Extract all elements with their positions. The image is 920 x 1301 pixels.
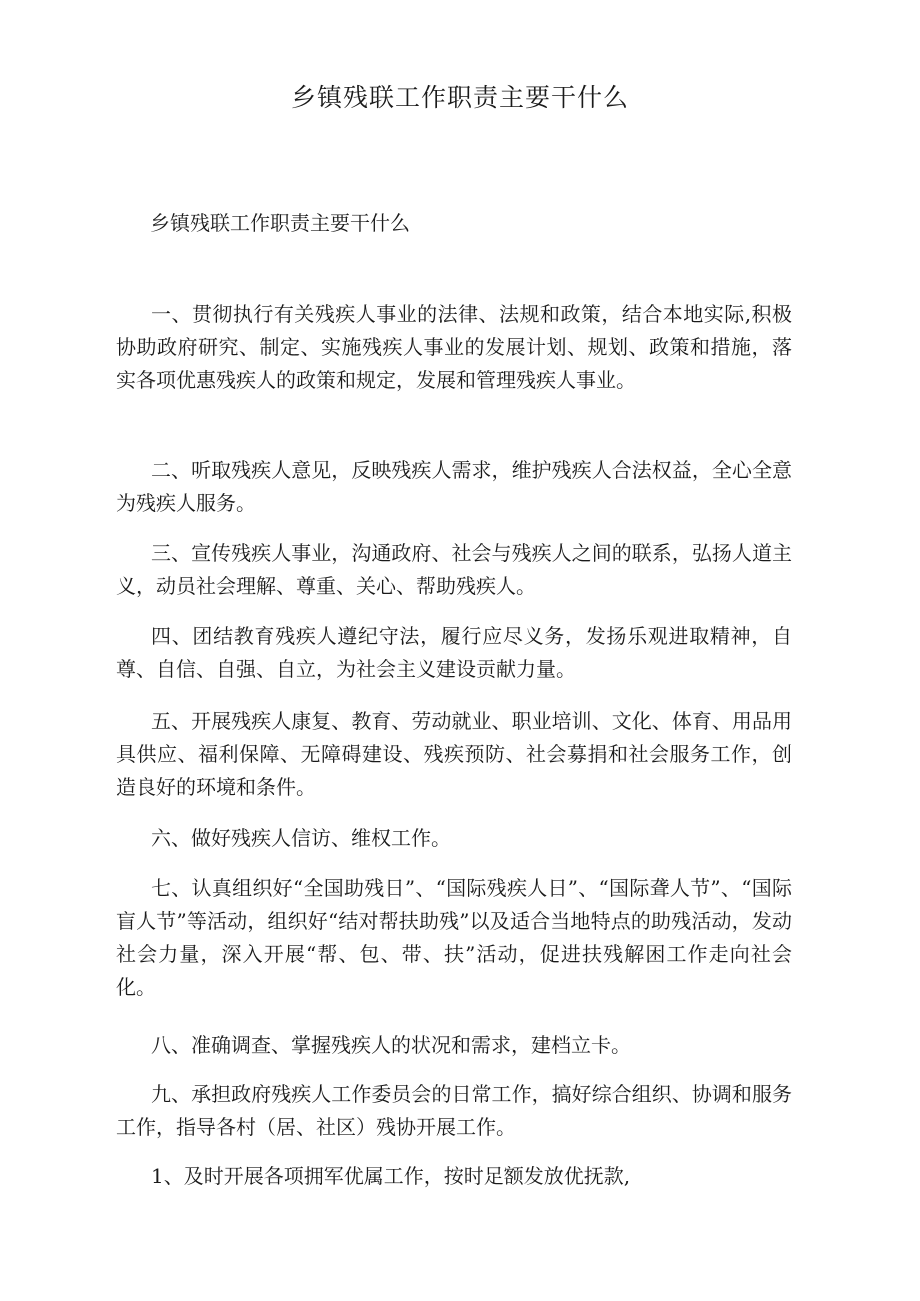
paragraph-9: 九、承担政府残疾人工作委员会的日常工作，搞好综合组织、协调和服务工作，指导各村（居、社区）残协开展工作。 [116, 1082, 792, 1139]
paragraph-1: 一、贯彻执行有关残疾人事业的法律、法规和政策，结合本地实际,积极协助政府研究、制定、实施残疾人事业的发展计划、规划、政策和措施，落实各项优惠残疾人的政策和规定，发展和管理残疾人事业。 [116, 302, 792, 392]
paragraph-3: 三、宣传残疾人事业，沟通政府、社会与残疾人之间的联系，弘扬人道主义，动员社会理解、尊重、关心、帮助残疾人。 [116, 541, 792, 598]
paragraph-7: 七、认真组织好“全国助残日”、“国际残疾人日”、“国际聋人节”、“国际盲人节”等活动，组织好“结对帮扶助残”以及适合当地特点的助残活动，发动社会力量，深入开展“帮、包、带、扶”活动，促进扶残解困工作走向社会化。 [116, 876, 792, 999]
paragraph-8: 八、准确调查、掌握残疾人的状况和需求，建档立卡。 [151, 1033, 631, 1057]
paragraph-5: 五、开展残疾人康复、教育、劳动就业、职业培训、文化、体育、用品用具供应、福利保障、无障碍建设、残疾预防、社会募捐和社会服务工作，创造良好的环境和条件。 [116, 709, 792, 799]
document-title: 乡镇残联工作职责主要干什么 [290, 83, 629, 112]
document-subtitle: 乡镇残联工作职责主要干什么 [150, 211, 410, 235]
paragraph-6: 六、做好残疾人信访、维权工作。 [151, 826, 451, 850]
paragraph-2: 二、听取残疾人意见，反映残疾人需求，维护残疾人合法权益，全心全意为残疾人服务。 [116, 458, 792, 515]
paragraph-10: 1、及时开展各项拥军优属工作，按时足额发放优抚款, [151, 1164, 631, 1188]
paragraph-4: 四、团结教育残疾人遵纪守法，履行应尽义务，发扬乐观进取精神，自尊、自信、自强、自立，为社会主义建设贡献力量。 [116, 624, 792, 681]
